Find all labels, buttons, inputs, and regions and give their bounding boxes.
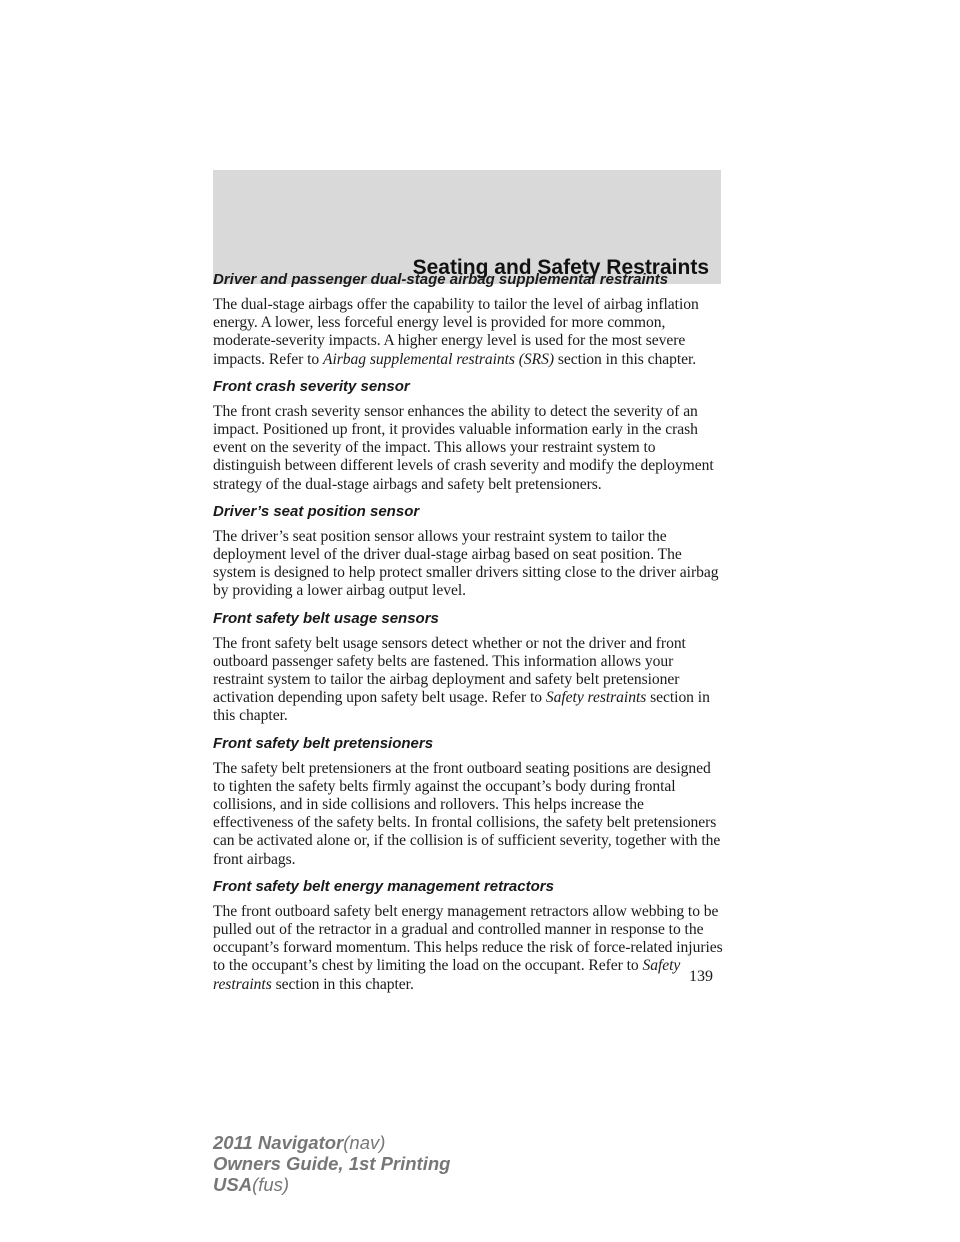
cross-reference: Airbag supplemental restraints (SRS) — [322, 350, 555, 368]
footer-line-market: USA(fus) — [213, 1174, 290, 1195]
section-dual-stage-airbag — [213, 270, 725, 369]
section-body: The front crash severity sensor enhances the ability to detect the severity of an impact. Positioned up front, it provides valuable information early in the crash event on the severity of the impact. This allows your restraint system to distinguish between different levels of crash severity and modify the deployment strategy of the dual-stage airbags and safety belt pretensioners. — [213, 402, 714, 493]
section-belt-usage-sensors — [213, 609, 725, 726]
cross-reference: Safety restraints — [213, 957, 681, 993]
chapter-title: Seating and Safety Restraints — [412, 256, 709, 279]
section-heading: Front safety belt energy management retractors — [213, 877, 554, 895]
section-body: The safety belt pretensioners at the front outboard seating positions are designed to tighten the safety belts firmly against the occupant’s body during frontal collisions, and in side collisions and rollovers. This helps increase the effectiveness of the safety belts. In frontal collisions, the safety belt pretensioners can be activated alone or, if the collision is of sufficient severity, together with the front airbags. — [213, 759, 721, 868]
section-body: The driver’s seat position sensor allows your restraint system to tailor the deployment level of the driver dual-stage airbag based on seat position. The system is designed to help protect smaller drivers sitting close to the driver airbag by providing a lower airbag output level. — [213, 527, 719, 600]
section-heading: Front crash severity sensor — [213, 377, 410, 395]
section-energy-management-retractors — [213, 877, 725, 994]
section-belt-pretensioners — [213, 734, 725, 869]
section-body: The dual-stage airbags offer the capability to tailor the level of airbag inflation energy. A lower, less forceful energy level is provided for more common, moderate-severity impacts. A higher energy level is used for the most severe impacts. Refer to Airbag supplemental restraints (SRS) section in this chapter. — [213, 296, 699, 368]
page-number: 139 — [689, 968, 713, 985]
section-body: The front outboard safety belt energy management retractors allow webbing to be pulled out of the retractor in a gradual and controlled manner in response to the occupant’s forward momentum. This helps reduce the risk of force-related injuries to the occupant’s chest by limiting the load on the occupant. Refer to Safety restraints section in this chapter. — [213, 902, 723, 993]
page-content — [213, 264, 725, 1002]
footer-line-model: 2011 Navigator(nav) — [213, 1132, 386, 1153]
section-front-crash-severity-sensor — [213, 377, 725, 494]
section-heading: Driver and passenger dual-stage airbag supplemental restraints — [213, 271, 669, 288]
footer-line-edition: Owners Guide, 1st Printing — [213, 1153, 451, 1174]
section-heading: Driver’s seat position sensor — [213, 502, 420, 520]
section-seat-position-sensor — [213, 502, 725, 601]
section-heading: Front safety belt pretensioners — [213, 734, 434, 752]
section-body: The front safety belt usage sensors detect whether or not the driver and front outboard passenger safety belts are fastened. This information allows your restraint system to tailor the airbag deployment and safety belt pretensioner activation depending upon safety belt usage. Refer to Safety restraints section in this chapter. — [213, 634, 710, 725]
document-footer — [213, 1132, 450, 1195]
cross-reference: Safety restraints — [545, 689, 647, 707]
section-heading: Front safety belt usage sensors — [213, 609, 439, 627]
